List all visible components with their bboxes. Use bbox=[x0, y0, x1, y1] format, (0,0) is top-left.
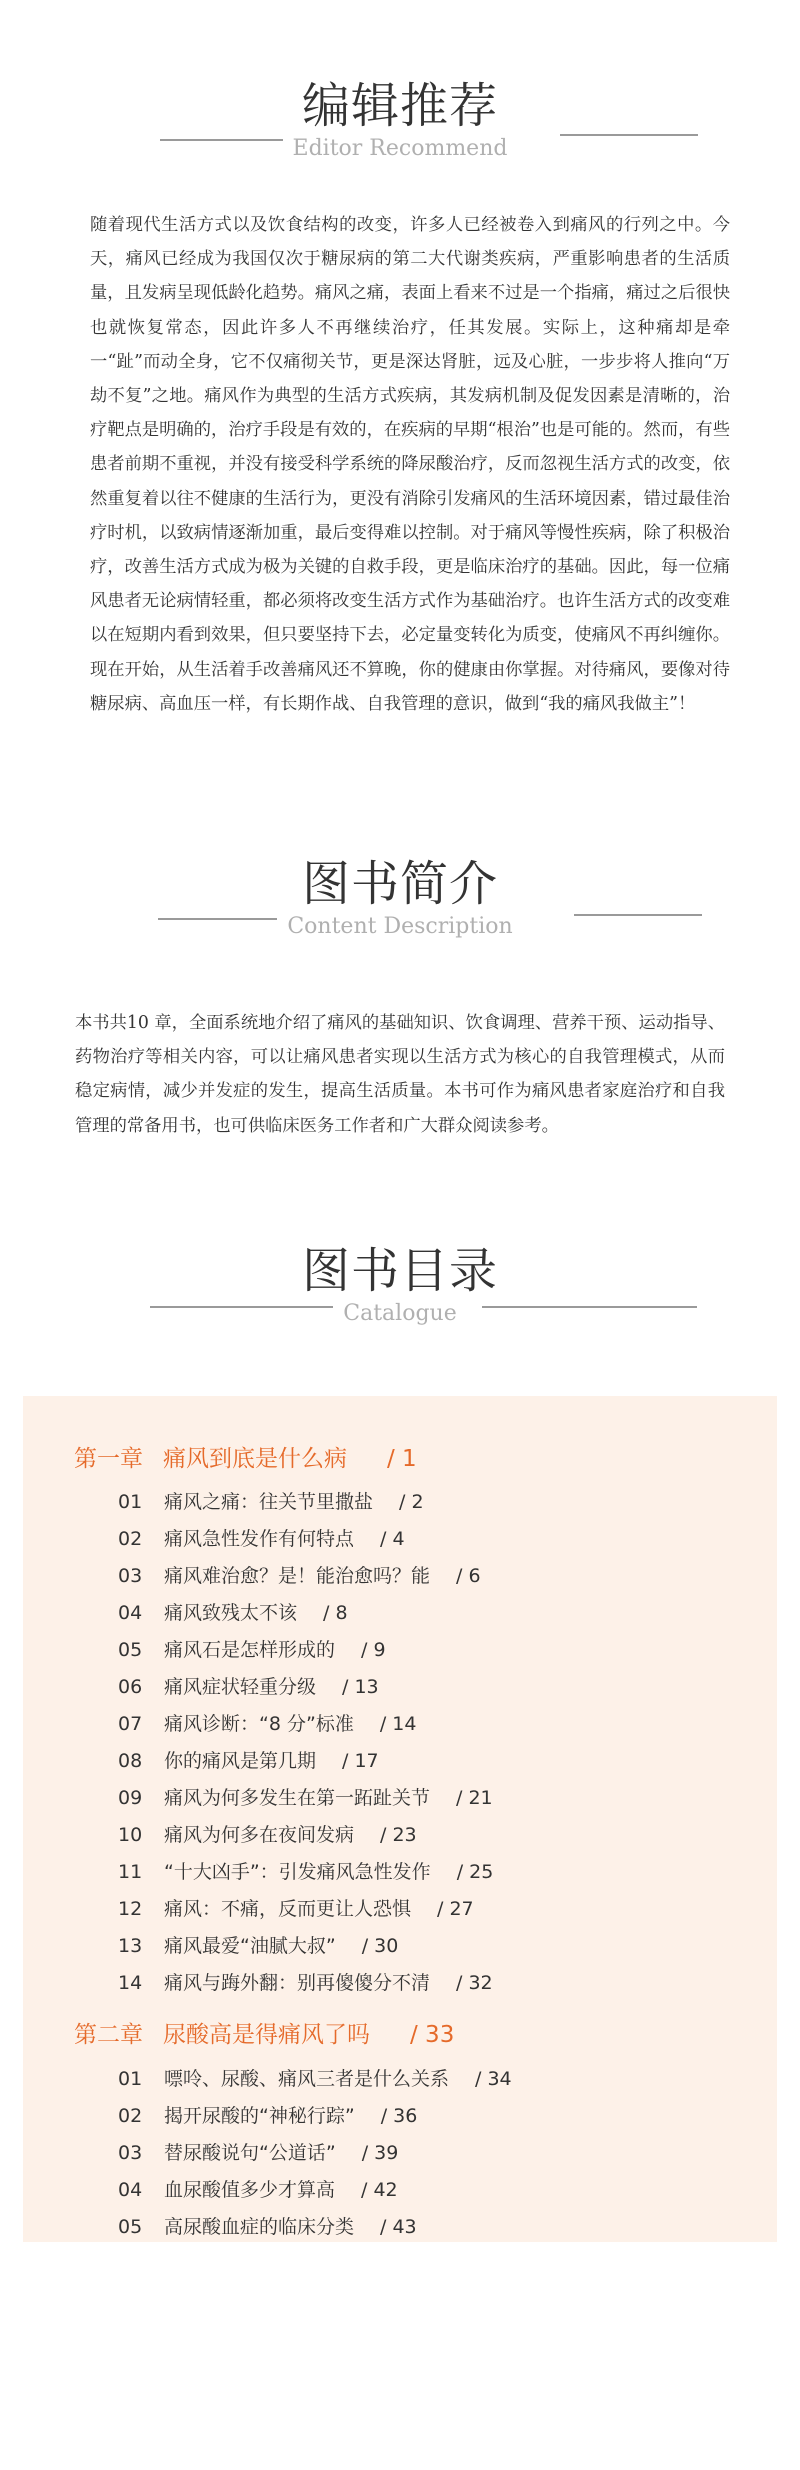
chapter-number: 第二章 bbox=[74, 2022, 143, 2048]
toc-entry[interactable] bbox=[118, 1822, 417, 1848]
content-description-header bbox=[0, 856, 800, 946]
entry-title: 你的痛风是第几期 bbox=[164, 1750, 317, 1772]
toc-entry[interactable] bbox=[118, 1748, 379, 1774]
toc-entry[interactable] bbox=[118, 1711, 416, 1737]
entry-number: 03 bbox=[118, 1565, 143, 1587]
entry-number: 04 bbox=[118, 1602, 143, 1624]
toc-entry[interactable] bbox=[118, 1563, 481, 1589]
entry-page: / 42 bbox=[361, 2179, 398, 2201]
entry-title: 痛风急性发作有何特点 bbox=[164, 1528, 355, 1550]
toc-entry[interactable] bbox=[118, 2103, 417, 2129]
entry-page: / 17 bbox=[342, 1750, 379, 1772]
entry-page: / 34 bbox=[475, 2068, 512, 2090]
toc-entry[interactable] bbox=[118, 1933, 398, 1959]
entry-title: 痛风为何多在夜间发病 bbox=[164, 1824, 355, 1846]
entry-page: / 27 bbox=[437, 1898, 474, 1920]
entry-title: 痛风石是怎样形成的 bbox=[164, 1639, 336, 1661]
chapter-heading[interactable] bbox=[74, 1444, 417, 1474]
entry-page: / 30 bbox=[361, 1935, 399, 1957]
toc-entry[interactable] bbox=[118, 1637, 386, 1663]
section-title: 编辑推荐 bbox=[301, 78, 498, 134]
toc-entry[interactable] bbox=[118, 1526, 405, 1552]
entry-number: 04 bbox=[118, 2179, 143, 2201]
entry-title: 痛风与踇外翻：别再傻傻分不清 bbox=[164, 1972, 431, 1994]
editor-recommend-text: 随着现代生活方式以及饮食结构的改变，许多人已经被卷入到痛风的行列之中。今天，痛风已经成为我国仅次于糖尿病的第二大代谢类疾病，严重影响患者的生活质量，且发病呈现低龄化趋势。痛风之痛，表面上看来不过是一个指痛，痛过之后很快也就恢复常态，因此许多人不再继续治疗，任其发展。实际上，这种痛却是牵一“趾”而动全身，它不仅痛彻关节，更是深达肾脏，远及心脏，一步步将人推向“万劫不复”之地。痛风作为典型的生活方式疾病，其发病机制及促发因素是清晰的，治疗靶点是明确的，治疗手段是有效的，在疾病的早期“根治”也是可能的。然而，有些患者前期不重视，并没有接受科学系统的降尿酸治疗，反而忽视生活方式的改变，依然重复着以往不健康的生活行为，更没有消除引发痛风的生活环境因素，错过最佳治疗时机，以致病情逐渐加重，最后变得难以控制。对于痛风等慢性疾病，除了积极治疗，改善生活方式成为极为关键的自救手段，更是临床治疗的基础。因此，每一位痛风患者无论病情轻重，都必须将改变生活方式作为基础治疗。也许生活方式的改变难以在短期内看到效果，但只要坚持下去，必定量变转化为质变，使痛风不再纠缠你。现在开始，从生活着手改善痛风还不算晚，你的健康由你掌握。对待痛风，要像对待糖尿病、高血压一样，有长期作战、自我管理的意识，做到“我的痛风我做主”！ bbox=[90, 215, 730, 714]
entry-title: 痛风：不痛，反而更让人恐惧 bbox=[164, 1898, 412, 1920]
entry-page: / 6 bbox=[456, 1565, 481, 1587]
entry-number: 01 bbox=[118, 2068, 143, 2090]
header-rule-right bbox=[574, 914, 702, 916]
entry-title: 替尿酸说句“公道话” bbox=[164, 2142, 336, 2164]
entry-number: 13 bbox=[118, 1935, 143, 1957]
section-subtitle: Content Description bbox=[277, 914, 522, 939]
entry-page: / 13 bbox=[342, 1676, 379, 1698]
entry-page: / 39 bbox=[361, 2142, 399, 2164]
chapter-title: 痛风到底是什么病 bbox=[163, 1446, 347, 1472]
header-rule-left bbox=[150, 1306, 340, 1308]
entry-title: 痛风之痛：往关节里撒盐 bbox=[164, 1491, 374, 1513]
entry-title: 痛风难治愈？是！能治愈吗？能 bbox=[164, 1565, 431, 1587]
chapter-heading[interactable] bbox=[74, 2020, 454, 2050]
toc-entry[interactable] bbox=[118, 1785, 493, 1811]
entry-number: 10 bbox=[118, 1824, 143, 1846]
entry-page: / 32 bbox=[456, 1972, 493, 1994]
entry-title: 嘌呤、尿酸、痛风三者是什么关系 bbox=[164, 2068, 450, 2090]
chapter-page: / 33 bbox=[410, 2022, 455, 2048]
entry-number: 05 bbox=[118, 2216, 143, 2238]
entry-number: 12 bbox=[118, 1898, 143, 1920]
section-title: 图书简介 bbox=[301, 856, 498, 912]
entry-page: / 9 bbox=[361, 1639, 386, 1661]
toc-entry[interactable] bbox=[118, 1896, 474, 1922]
header-rule-right bbox=[482, 1306, 697, 1308]
chapter-page: / 1 bbox=[387, 1446, 417, 1472]
entry-title: 揭开尿酸的“神秘行踪” bbox=[164, 2105, 355, 2127]
entry-page: / 21 bbox=[456, 1787, 493, 1809]
toc-entry[interactable] bbox=[118, 2214, 417, 2240]
entry-number: 09 bbox=[118, 1787, 143, 1809]
header-rule-right bbox=[560, 134, 698, 136]
entry-page: / 25 bbox=[456, 1861, 494, 1883]
entry-page: / 23 bbox=[380, 1824, 417, 1846]
entry-title: 痛风为何多发生在第一跖趾关节 bbox=[164, 1787, 431, 1809]
entry-page: / 4 bbox=[380, 1528, 405, 1550]
entry-number: 01 bbox=[118, 1491, 143, 1513]
toc-entry[interactable] bbox=[118, 1970, 493, 1996]
entry-page: / 14 bbox=[379, 1713, 417, 1735]
chapter-number: 第一章 bbox=[74, 1446, 143, 1472]
entry-title: 高尿酸血症的临床分类 bbox=[164, 2216, 355, 2238]
toc-entry[interactable] bbox=[118, 1674, 379, 1700]
entry-number: 02 bbox=[118, 2105, 143, 2127]
entry-page: / 8 bbox=[323, 1602, 348, 1624]
entry-number: 08 bbox=[118, 1750, 143, 1772]
entry-title: 痛风致残太不该 bbox=[164, 1602, 298, 1624]
entry-title: 痛风诊断：“8 分”标准 bbox=[164, 1713, 354, 1735]
chapter-title: 尿酸高是得痛风了吗 bbox=[163, 2022, 370, 2048]
entry-title: 血尿酸值多少才算高 bbox=[164, 2179, 336, 2201]
toc-entry[interactable] bbox=[118, 2066, 512, 2092]
section-subtitle: Catalogue bbox=[333, 1301, 466, 1326]
entry-page: / 2 bbox=[399, 1491, 424, 1513]
entry-number: 11 bbox=[118, 1861, 143, 1883]
content-description-text: 本书共10 章，全面系统地介绍了痛风的基础知识、饮食调理、营养干预、运动指导、药物治疗等相关内容，可以让痛风患者实现以生活方式为核心的自我管理模式，从而稳定病情，减少并发症的发生，提高生活质量。本书可作为痛风患者家庭治疗和自我管理的常备用书，也可供临床医务工作者和广大群众阅读参考。 bbox=[75, 1013, 725, 1136]
catalogue-header bbox=[0, 1243, 800, 1333]
entry-number: 06 bbox=[118, 1676, 143, 1698]
entry-number: 02 bbox=[118, 1528, 143, 1550]
editor-recommend-header bbox=[0, 78, 800, 168]
entry-number: 14 bbox=[118, 1972, 143, 1994]
toc-entry[interactable] bbox=[118, 1859, 493, 1885]
entry-page: / 43 bbox=[380, 2216, 417, 2238]
entry-number: 05 bbox=[118, 1639, 143, 1661]
entry-number: 07 bbox=[118, 1713, 143, 1735]
section-subtitle: Editor Recommend bbox=[283, 136, 518, 161]
entry-title: 痛风最爱“油腻大叔” bbox=[164, 1935, 336, 1957]
toc-entry[interactable] bbox=[118, 1489, 424, 1515]
entry-title: “十大凶手”：引发痛风急性发作 bbox=[164, 1861, 431, 1883]
section-title: 图书目录 bbox=[301, 1243, 498, 1299]
entry-number: 03 bbox=[118, 2142, 143, 2164]
entry-title: 痛风症状轻重分级 bbox=[164, 1676, 317, 1698]
toc-entry[interactable] bbox=[118, 2177, 398, 2203]
entry-page: / 36 bbox=[380, 2105, 418, 2127]
toc-entry[interactable] bbox=[118, 1600, 348, 1626]
toc-entry[interactable] bbox=[118, 2140, 398, 2166]
